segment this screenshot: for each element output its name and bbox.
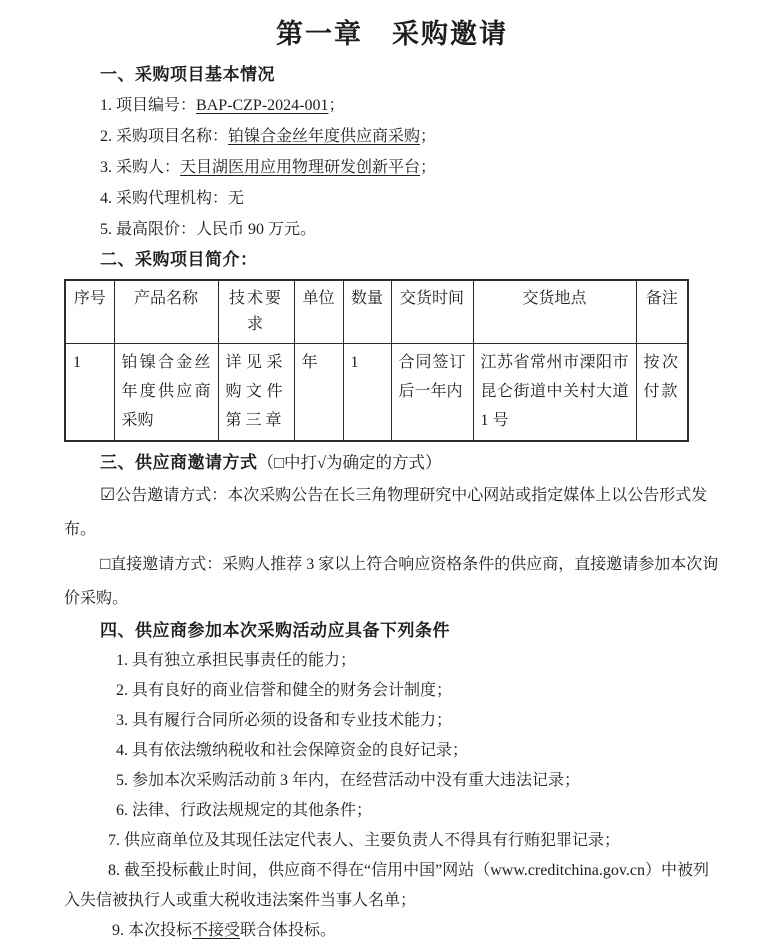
checked-checkbox-icon: ☑ (100, 485, 116, 504)
page-title: 第一章 采购邀请 (276, 19, 508, 49)
project-number-label: 1. 项目编号： (100, 97, 197, 114)
cell-seq: 1 (65, 344, 114, 442)
table-header-row (65, 280, 688, 344)
header-cell-qty: 数量 (343, 280, 391, 344)
condition-item-9-pre: 9. 本次投标 (112, 922, 193, 939)
direct-invite-text: 直接邀请方式：采购人推荐 3 家以上符合响应资格条件的供应商，直接邀请参加本次询价采购。 (64, 556, 719, 607)
project-name-line (64, 121, 720, 152)
price-cap-line (64, 214, 720, 245)
purchaser-punct: ； (420, 159, 437, 176)
purchaser-label: 3. 采购人： (100, 159, 181, 176)
condition-item-5: 5. 参加本次采购活动前 3 年内，在经营活动中没有重大违法记录； (116, 772, 581, 789)
procurement-summary-table (64, 279, 689, 442)
header-cell-tech: 技术要求 (218, 280, 294, 344)
section-heading-basic-info: 一、采购项目基本情况 (100, 65, 275, 84)
header-cell-remark: 备注 (636, 280, 688, 344)
cell-product: 铂镍合金丝年度供应商采购 (114, 344, 218, 442)
project-name-value: 铂镍合金丝年度供应商采购 (228, 128, 421, 145)
project-number-value: BAP-CZP-2024-001 (196, 97, 329, 114)
invite-method-title: 三、供应商邀请方式 (100, 453, 258, 472)
project-number-line (64, 90, 720, 121)
cell-delivery-place: 江苏省常州市溧阳市昆仑街道中关村大道 1 号 (473, 344, 636, 442)
condition-item-2: 2. 具有良好的商业信誉和健全的财务会计制度； (116, 682, 453, 699)
condition-item-7: 7. 供应商单位及其现任法定代表人、主要负责人不得具有行贿犯罪记录； (108, 832, 621, 849)
header-cell-delivery-place: 交货地点 (473, 280, 636, 344)
header-cell-product: 产品名称 (114, 280, 218, 344)
condition-item-8: 8. 截至投标截止时间，供应商不得在“信用中国”网站（www.creditchina.gov.cn）中被列入失信被执行人或重大税收违法案件当事人名单； (64, 862, 709, 909)
cell-qty: 1 (343, 344, 391, 442)
announcement-invite-text: 公告邀请方式：本次采购公告在长三角物理研究中心网站或指定媒体上以公告形式发布。 (64, 487, 708, 538)
cell-remark: 按次付款 (636, 344, 688, 442)
direct-invite-paragraph (64, 547, 720, 616)
purchaser-value: 天目湖医用应用物理研发创新平台 (180, 159, 421, 176)
condition-item-9 (64, 916, 720, 946)
condition-item-3: 3. 具有履行合同所必须的设备和专业技术能力； (116, 712, 453, 729)
header-cell-unit: 单位 (294, 280, 343, 344)
agency-text: 4. 采购代理机构：无 (100, 190, 245, 207)
cell-tech: 详见采购文件第三章 (218, 344, 294, 442)
section-heading-invite-method (64, 448, 720, 478)
project-number-punct: ； (328, 97, 345, 114)
project-name-label: 2. 采购项目名称： (100, 128, 229, 145)
section-heading-supplier-conditions: 四、供应商参加本次采购活动应具备下列条件 (100, 621, 450, 640)
header-cell-seq: 序号 (65, 280, 114, 344)
announcement-invite-paragraph (64, 478, 720, 547)
condition-item-6: 6. 法律、行政法规规定的其他条件； (116, 802, 373, 819)
purchaser-line (64, 152, 720, 183)
invite-method-note: （□中打√为确定的方式） (257, 453, 442, 472)
condition-item-9-post: 联合体投标。 (240, 922, 337, 939)
condition-item-1: 1. 具有独立承担民事责任的能力； (116, 652, 357, 669)
cell-delivery-time: 合同签订后一年内 (391, 344, 473, 442)
unchecked-checkbox-icon: □ (100, 554, 111, 573)
cell-unit: 年 (294, 344, 343, 442)
condition-item-4: 4. 具有依法缴纳税收和社会保障资金的良好记录； (116, 742, 469, 759)
price-cap-text: 5. 最高限价：人民币 90 万元。 (100, 221, 317, 238)
table-row (65, 344, 688, 442)
project-name-punct: ； (420, 128, 437, 145)
condition-item-9-underlined: 不接受 (192, 922, 241, 939)
section-heading-project-brief: 二、采购项目简介： (100, 250, 258, 269)
agency-line (64, 183, 720, 214)
header-cell-delivery-time: 交货时间 (391, 280, 473, 344)
